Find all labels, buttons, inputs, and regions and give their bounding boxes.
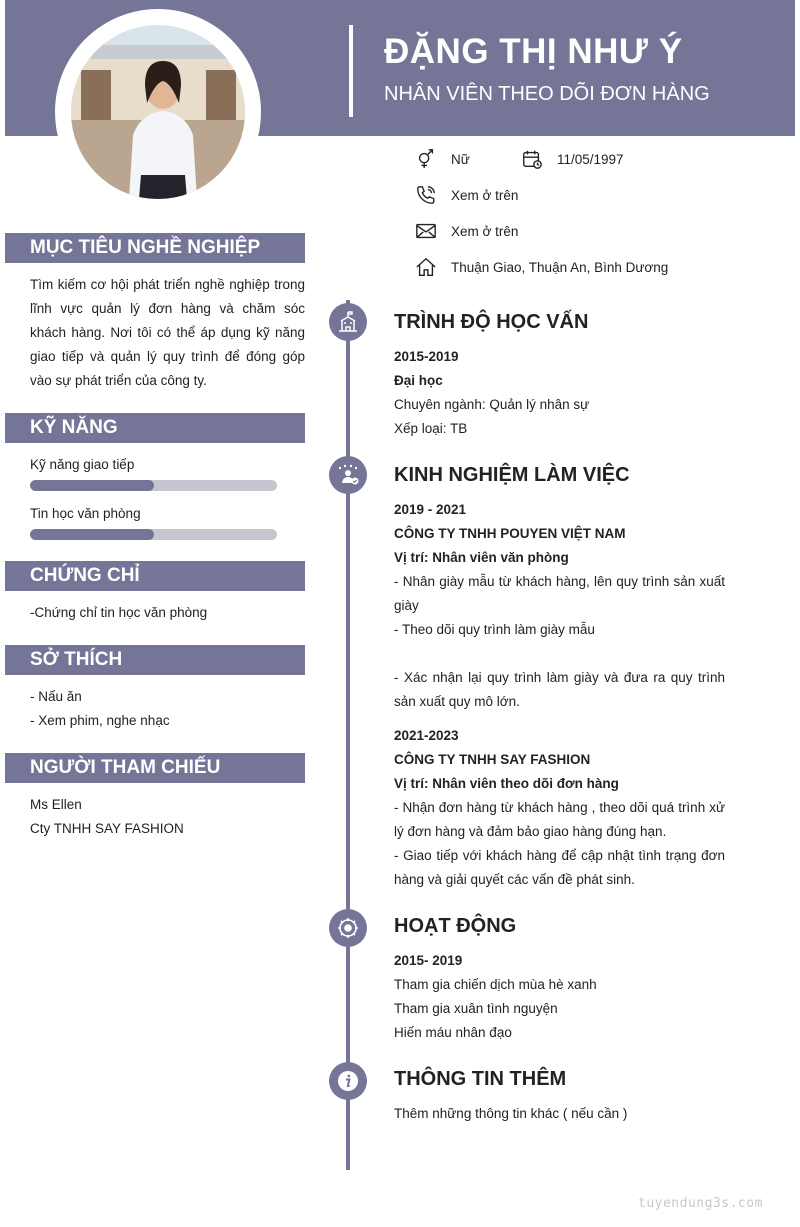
gender-row (415, 148, 470, 170)
info-icon (336, 1069, 360, 1093)
activities-heading: HOẠT ĐỘNG (394, 915, 517, 937)
education-level: Đại học (394, 373, 443, 388)
additional-badge (329, 1062, 367, 1100)
skill-bar (30, 480, 277, 491)
experience-heading: KINH NGHIỆM LÀM VIỆC (394, 464, 630, 486)
objective-text: Tìm kiếm cơ hội phát triển nghề nghiệp trong lĩnh vực quản lý đơn hàng và chăm sóc khách hàng. Nơi tôi có thể áp dụng kỹ năng giao tiếp và quản lý quy trình để đóng góp vào sự phát triển của công ty. (30, 277, 305, 388)
job-duty: - Theo dõi quy trình làm giày mẫu (394, 622, 595, 637)
phone-value: Xem ở trên (451, 187, 519, 203)
additional-heading: THÔNG TIN THÊM (394, 1068, 567, 1090)
activities-period: 2015- 2019 (394, 953, 463, 968)
skill-bar (30, 529, 277, 540)
reference-item: Cty TNHH SAY FASHION (30, 821, 184, 836)
job-duty (394, 642, 725, 666)
job-position: Vị trí: Nhân viên văn phòng (394, 550, 569, 565)
job-duty: - Nhận đơn hàng từ khách hàng , theo dõi quá trình xử lý đơn hàng và đảm bảo giao hàng đúng hạn. (394, 800, 725, 839)
job-company: CÔNG TY TNHH SAY FASHION (394, 752, 591, 767)
hobby-item: - Nấu ăn (30, 689, 82, 704)
birthday-row (521, 148, 624, 170)
skill-bar-fill (30, 480, 154, 491)
skill-bar-fill (30, 529, 154, 540)
skills-heading: KỸ NĂNG (5, 413, 305, 443)
education-heading: TRÌNH ĐỘ HỌC VẤN (394, 311, 589, 333)
education-major: Chuyên ngành: Quản lý nhân sự (394, 397, 590, 412)
certificate-item: -Chứng chỉ tin học văn phòng (30, 605, 208, 620)
gender-icon (415, 148, 437, 170)
job-company: CÔNG TY TNHH POUYEN VIỆT NAM (394, 526, 626, 541)
address-row (415, 256, 668, 278)
birthday-value: 11/05/1997 (557, 151, 624, 167)
references-heading: NGƯỜI THAM CHIẾU (5, 753, 305, 783)
skill-label: Kỹ năng giao tiếp (30, 457, 135, 472)
phone-row (415, 184, 518, 206)
job-duty: - Nhân giày mẫu từ khách hàng, lên quy trình sản xuất giày (394, 574, 725, 613)
candidate-name: ĐẶNG THỊ NHƯ Ý (384, 32, 683, 71)
school-icon (336, 310, 360, 334)
job-position: Vị trí: Nhân viên theo dõi đơn hàng (394, 776, 619, 791)
additional-text: Thêm những thông tin khác ( nếu cần ) (394, 1106, 628, 1121)
activity-item: Tham gia xuân tình nguyện (394, 1001, 558, 1016)
activity-item: Tham gia chiến dịch mùa hè xanh (394, 977, 597, 992)
job-duty: - Giao tiếp với khách hàng để cập nhật tình trạng đơn hàng và giải quyết các vấn đề phát sinh. (394, 848, 725, 887)
email-value: Xem ở trên (451, 223, 519, 239)
email-row (415, 220, 518, 242)
phone-icon (415, 184, 437, 206)
header-divider (349, 25, 353, 117)
avatar (71, 25, 245, 199)
education-grade: Xếp loại: TB (394, 421, 468, 436)
objective-heading: MỤC TIÊU NGHỀ NGHIỆP (5, 233, 305, 263)
skill-label: Tin học văn phòng (30, 506, 141, 521)
certificates-heading: CHỨNG CHỈ (5, 561, 305, 591)
hobby-item: - Xem phim, nghe nhạc (30, 713, 170, 728)
email-icon (415, 220, 437, 242)
job-period: 2021-2023 (394, 728, 459, 743)
experience-badge (329, 456, 367, 494)
home-icon (415, 256, 437, 278)
education-period: 2015-2019 (394, 349, 459, 364)
activity-item: Hiến máu nhân đạo (394, 1025, 512, 1040)
activity-icon (336, 916, 360, 940)
gender-value: Nữ (451, 151, 470, 167)
job-period: 2019 - 2021 (394, 502, 467, 517)
activities-block (394, 949, 725, 1045)
job-entry (394, 724, 725, 892)
activities-badge (329, 909, 367, 947)
job-entry (394, 498, 725, 714)
job-duty: - Xác nhận lại quy trình làm giày và đưa ra quy trình sản xuất quy mô lớn. (394, 670, 725, 709)
timeline-line (346, 300, 350, 1170)
team-icon (336, 463, 360, 487)
watermark: tuyendung3s.com (638, 1196, 763, 1211)
reference-item: Ms Ellen (30, 797, 82, 812)
calendar-icon (521, 148, 543, 170)
job-title: NHÂN VIÊN THEO DÕI ĐƠN HÀNG (384, 83, 710, 105)
education-badge (329, 303, 367, 341)
address-value: Thuận Giao, Thuận An, Bình Dương (451, 259, 669, 275)
hobbies-heading: SỞ THÍCH (5, 645, 305, 675)
education-block (394, 345, 725, 441)
